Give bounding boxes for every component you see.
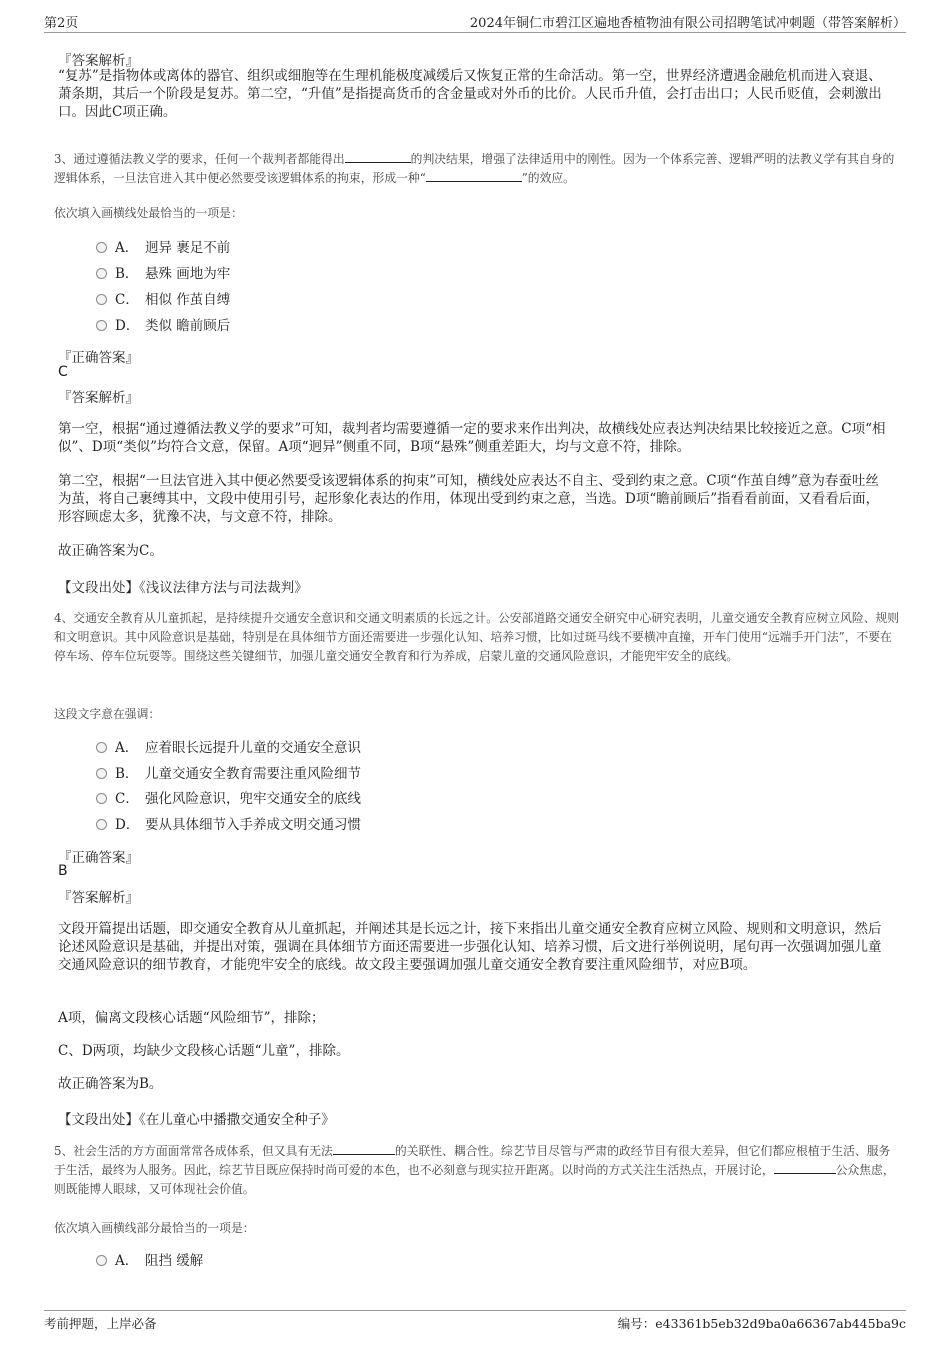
answer-analysis-label: 『答案解析』 [58,53,139,69]
page-header [44,12,906,33]
page-number: 第2页 [44,16,79,31]
q4-conclusion: 故正确答案为B。 [58,1076,163,1092]
q3-option-a[interactable]: A． 迥异 裹足不前 [96,238,230,258]
radio-icon[interactable] [96,242,107,253]
q3-conclusion: 故正确答案为C。 [58,543,163,559]
q4-answer: B [58,863,68,879]
q3-text-a: 3、通过遵循法教义学的要求，任何一个裁判者都能得出 [54,152,345,166]
document-title: 2024年铜仁市碧江区遍地香植物油有限公司招聘笔试冲刺题（带答案解析） [469,16,906,31]
q3-analysis-2: 第二空，根据“一旦法官进入其中便必然要受该逻辑体系的拘束”可知，横线处应表达不自主、受到约束之意。C项“作茧自缚”意为春蚕吐丝为茧，将自己裹缚其中，文段中使用引号，起形象化表达的作用，体现出受到约束之意，当选。D项“瞻前顾后”指看看前面，又看看后面，形容顾虑太多，犹豫不决，与文意不符，排除。 [58,473,880,525]
q3-blank-2 [426,169,522,182]
page-footer [44,1310,906,1331]
q4-option-c[interactable]: C． 强化风险意识，兜牢交通安全的底线 [96,789,361,809]
q5-option-a[interactable]: A． 阻挡 缓解 [96,1251,203,1271]
q4-analysis-1: 文段开篇提出话题，即交通安全教育从儿童抓起，并阐述其是长远之计，接下来指出儿童交通安全教育应树立风险、规则和文明意识，然后论述风险意识是基础，并提出对策，强调在具体细节方面还需要进一步强化认知、培养习惯，后文进行举例说明，尾句再一次强调加强儿童交通风险意识的细节教育，才能兜牢安全的底线。故文段主要强调加强儿童交通安全教育要注重风险细节，对应B项。 [58,921,882,973]
q5-blank-1 [333,1142,395,1155]
answer-analysis-label: 『答案解析』 [58,890,139,906]
answer-analysis-label: 『答案解析』 [58,390,139,406]
q3-answer: C [58,364,68,380]
correct-answer-label: 『正确答案』 [58,350,139,366]
footer-slogan: 考前押题，上岸必备 [44,1316,157,1331]
radio-icon[interactable] [96,768,107,779]
q3-blank-1 [345,150,411,163]
q4-option-d[interactable]: D． 要从具体细节入手养成文明交通习惯 [96,815,361,835]
radio-icon[interactable] [96,819,107,830]
q4-option-b[interactable]: B． 儿童交通安全教育需要注重风险细节 [96,764,361,784]
q4-prompt: 这段文字意在强调： [54,707,161,721]
radio-icon[interactable] [96,1255,107,1266]
radio-icon[interactable] [96,742,107,753]
radio-icon[interactable] [96,294,107,305]
q5-text-c: 公众焦虑，则既能博人眼球，又可体现社会价值。 [54,1163,895,1196]
q3-text-b: 的判决结果，增强了法律适用中的刚性。因为一个体系完善、逻辑严明的法教义学有其自身的逻辑体系，一旦法官进入其中便必然要受该逻辑体系的拘束，形成一种“ [54,152,895,185]
q5-text-b: 的关联性、耦合性。综艺节目尽管与严肃的政经节目有很大差异，但它们都应根植于生活、服务于生活，最终为人服务。因此，综艺节目既应保持时尚可爱的本色，也不必刻意与现实拉开距离。以时尚的方式关注生活热点，开展讨论， [54,1144,891,1177]
q3-source: 【文段出处】《浅议法律方法与司法裁判》 [58,580,308,596]
q5-blank-2 [774,1161,836,1174]
radio-icon[interactable] [96,268,107,279]
q3-prompt: 依次填入画横线处最恰当的一项是： [54,206,243,220]
q4-analysis-2: A项，偏离文段核心话题“风险细节”，排除； [58,1010,325,1026]
q2-analysis: “复苏”是指物体或离体的器官、组织或细胞等在生理机能极度减缓后又恢复正常的生命活动。第一空，世界经济遭遇金融危机而进入衰退、萧条期，其后一个阶段是复苏。第二空，“升值”是指提高货币的含金量或对外币的比价。人民币升值，会打击出口；人民币贬值，会刺激出口。因此C项正确。 [58,68,882,120]
correct-answer-label: 『正确答案』 [58,850,139,866]
footer-serial: 编号：e43361b5eb32d9ba0a66367ab445ba9c [617,1316,906,1331]
q3-option-b[interactable]: B． 悬殊 画地为牢 [96,264,230,284]
radio-icon[interactable] [96,793,107,804]
q3-analysis-1: 第一空，根据“通过遵循法教义学的要求”可知，裁判者均需要遵循一定的要求来作出判决，故横线处应表达判决结果比较接近之意。C项“相似”、D项“类似”均符合文意，保留。A项“迥异”侧重不同，B项“悬殊”侧重差距大，均与文意不符，排除。 [58,421,886,455]
q5-prompt: 依次填入画横线部分最恰当的一项是： [54,1221,255,1235]
q3-option-d[interactable]: D． 类似 瞻前顾后 [96,316,230,336]
q3-text-c: ”的效应。 [521,171,575,185]
q4-analysis-3: C、D两项，均缺少文段核心话题“儿童”，排除。 [58,1043,350,1059]
q3-question [54,150,900,188]
radio-icon[interactable] [96,320,107,331]
q5-text-a: 5、社会生活的方方面面常常各成体系，但又具有无法 [54,1144,333,1158]
q4-source: 【文段出处】《在儿童心中播撒交通安全种子》 [58,1112,335,1128]
q3-option-c[interactable]: C． 相似 作茧自缚 [96,290,230,310]
q4-question: 4、交通安全教育从儿童抓起，是持续提升交通安全意识和交通文明素质的长远之计。公安部道路交通安全研究中心研究表明，儿童交通安全教育应树立风险、规则和文明意识。其中风险意识是基础，特别是在具体细节方面还需要进一步强化认知、培养习惯，比如过斑马线不要横冲直撞，开车门使用“远端手开门法”，不要在停车场、停车位玩耍等。围绕这些关键细节，加强儿童交通安全教育和行为养成，启蒙儿童的交通风险意识，才能兜牢安全的底线。 [54,611,900,663]
q5-question [54,1142,900,1199]
q4-option-a[interactable]: A． 应着眼长远提升儿童的交通安全意识 [96,738,361,758]
